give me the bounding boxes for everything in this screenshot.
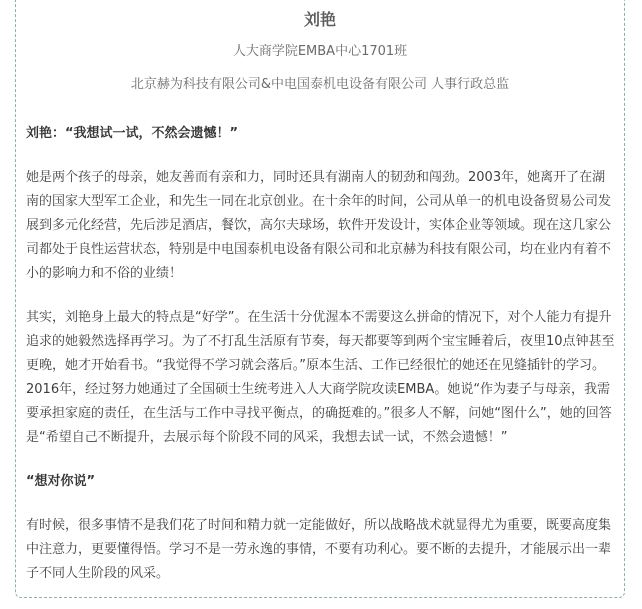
paragraph-advice: 有时候，很多事情不是我们花了时间和精力就一定能做好，所以战略战术就显得尤为重要，既要高度集中注意力，更要懂得悟。学习不是一劳永逸的事情，不要有功利心。要不断的去提升，才能展示出一辈子不同人生阶段的风采。 <box>26 518 612 581</box>
person-name: 刘艳 <box>303 10 336 29</box>
quote-heading: 刘艳：“我想试一试，不然会遗憾！” <box>26 126 239 141</box>
spacer <box>26 146 616 166</box>
article-body <box>26 122 616 586</box>
profile-card <box>15 0 625 598</box>
company-title: 北京赫为科技有限公司&中电国泰机电设备有限公司 人事行政总监 <box>130 77 510 92</box>
paragraph-learning: 其实，刘艳身上最大的特点是“好学”。在生活十分优渥本不需要这么拼命的情况下，对个人能力有提升追求的她毅然选择再学习。为了不打乱生活原有节奏，每天都要等到两个宝宝睡着后，夜里10点钟甚至更晚，她才开始看书。“我觉得不学习就会落后。”原本生活、工作已经很忙的她还在见缝插针的学习。2016年，经过努力她通过了全国硕士生统考进入人大商学院攻读EMBA。她说“作为妻子与母亲，我需要承担家庭的责任，在生活与工作中寻找平衡点，的确挺难的。”很多人不解，问她“图什么”，她的回答是“希望自己不断提升，去展示每个阶段不同的风采，我想去试一试，不然会遗憾！” <box>26 310 615 445</box>
program-class: 人大商学院EMBA中心1701班 <box>232 44 408 59</box>
spacer <box>26 450 616 470</box>
section-heading: “想对你说” <box>26 474 96 489</box>
spacer <box>26 286 616 306</box>
spacer <box>26 494 616 514</box>
profile-header <box>16 0 624 94</box>
paragraph-background: 她是两个孩子的母亲，她友善而有亲和力，同时还具有湖南人的韧劲和闯劲。2003年，她离开了在湖南的国家大型军工企业，和先生一同在北京创业。在十余年的时间，公司从单一的机电设备贸易公司发展到多元化经营，先后涉足酒店，餐饮，高尔夫球场，软件开发设计，实体企业等领域。现在这几家公司都处于良性运营状态，特别是中电国泰机电设备有限公司和北京赫为科技有限公司，均在业内有着不小的影响力和不俗的业绩！ <box>26 170 612 281</box>
